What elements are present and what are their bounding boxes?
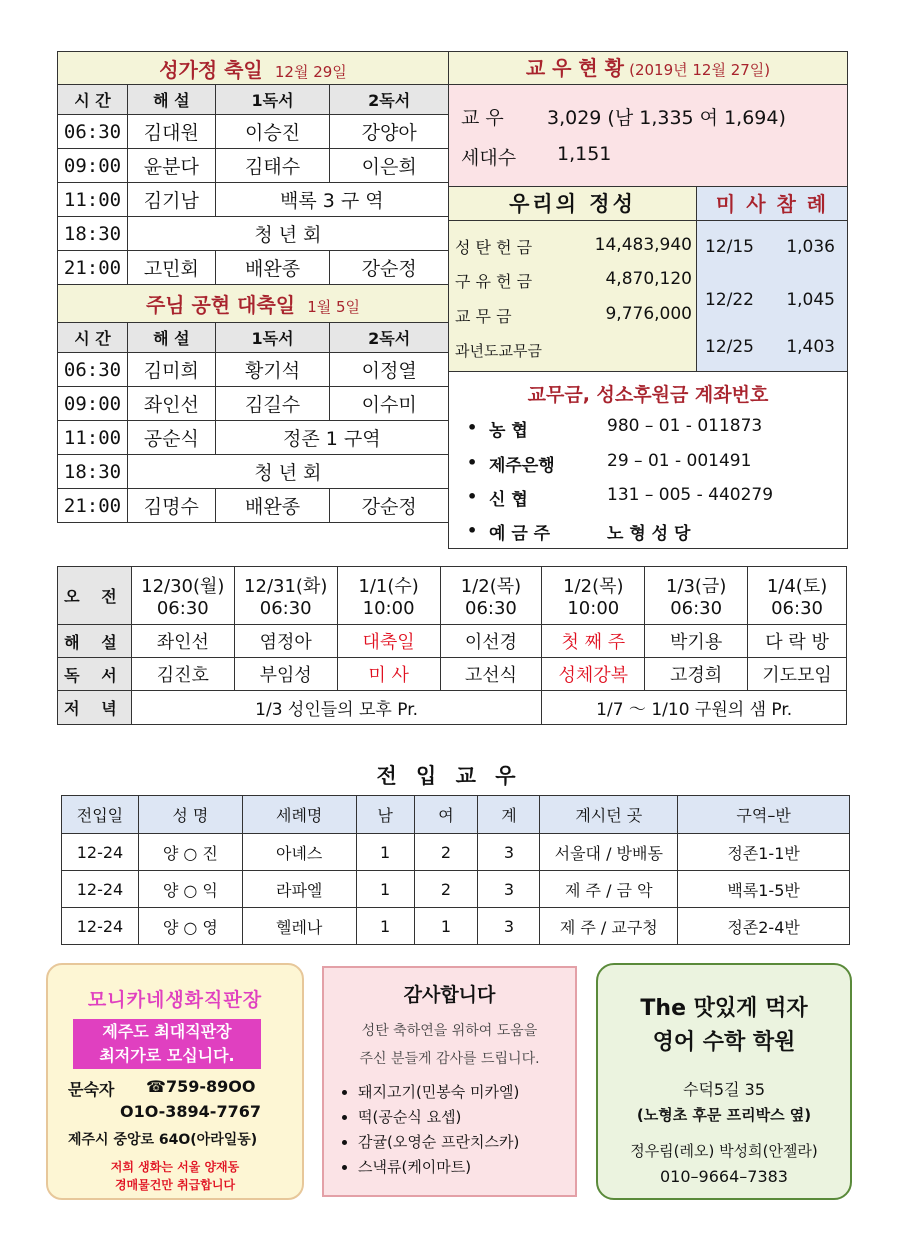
cell: 2 (414, 871, 478, 908)
col-header-time: 시 간 (58, 85, 128, 115)
cell: 정존2-4반 (678, 908, 850, 945)
commentary-cell: 김기남 (127, 183, 215, 217)
reading2-cell: 이정열 (330, 353, 449, 387)
weekday-mass-table (57, 566, 847, 725)
col-header: 계시던 곳 (540, 796, 678, 834)
cell: 3 (478, 871, 540, 908)
commentary-label: 해 설 (58, 625, 132, 658)
reading1-cell: 배완종 (215, 489, 330, 523)
attendance-count: 1,045 (786, 290, 835, 310)
attendance-date: 12/25 (705, 337, 754, 357)
commentary-cell: 좌인선 (131, 625, 234, 658)
table-row (58, 387, 449, 421)
attendance-date: 12/15 (705, 237, 754, 257)
col-header: 계 (478, 796, 540, 834)
attendance-panel (697, 186, 847, 371)
reading-cell: 고경희 (645, 658, 748, 691)
cell: 서울대 / 방배동 (540, 834, 678, 871)
offering-label: 교 무 금 (455, 307, 512, 326)
cell: 12-24 (62, 834, 139, 871)
attendance-count: 1,403 (786, 337, 835, 357)
thanks-title: 감사합니다 (403, 984, 496, 1006)
table-row (62, 871, 850, 908)
cell: 정존1-1반 (678, 834, 850, 871)
col-header-commentary: 해 설 (127, 323, 215, 353)
transfer-title: 전 입 교 우 (376, 764, 522, 788)
commentary-cell: 김미희 (127, 353, 215, 387)
thanks-box (322, 966, 577, 1197)
academy-location: (노형초 후문 프리박스 옆) (636, 1106, 812, 1124)
day-header (440, 567, 542, 625)
epiphany-date: 1월 5일 (307, 298, 361, 316)
day-date: 1/4(토) (766, 576, 828, 597)
day-header (337, 567, 440, 625)
cell: 1 (356, 871, 414, 908)
day-time: 06:30 (259, 598, 312, 619)
members-label: 교 우 (461, 107, 504, 129)
academy-address: 수덕5길 35 (683, 1080, 765, 1099)
col-header-reading2: 2독서 (330, 85, 449, 115)
day-date: 1/1(수) (358, 576, 419, 597)
bullet: • (467, 487, 478, 506)
table-row (62, 908, 850, 945)
reading1-cell: 이승진 (215, 115, 330, 149)
day-date: 1/3(금) (665, 576, 727, 597)
cell: 제 주 / 교구청 (540, 908, 678, 945)
commentary-cell: 좌인선 (127, 387, 215, 421)
offering-label: 과년도교무금 (455, 342, 542, 360)
account-holder-label: 예 금 주 (489, 524, 551, 544)
academy-ad (596, 963, 852, 1200)
list-item: • 돼지고기(민봉숙 미카엘) (358, 1080, 519, 1105)
reading-cell: 부임성 (234, 658, 337, 691)
shop-note: 경매물건만 취급합니다 (114, 1178, 236, 1192)
district-cell: 백록 3 구 역 (215, 183, 448, 217)
commentary-cell: 김대원 (127, 115, 215, 149)
offering-value: 4,870,120 (605, 269, 692, 289)
table-row (58, 115, 449, 149)
account-number: 29 – 01 - 001491 (607, 451, 752, 471)
transfer-table (61, 795, 850, 945)
day-date: 1/2(목) (563, 576, 624, 597)
evening-event: 1/7 ～ 1/10 구원의 샘 Pr. (542, 691, 847, 725)
cell: 양 ○ 영 (138, 908, 242, 945)
parish-status-title: 교 우 현 황 (525, 56, 624, 80)
day-time: 06:30 (771, 598, 823, 619)
account-number: 980 – 01 - 011873 (607, 416, 763, 436)
cell: 3 (478, 834, 540, 871)
academy-subtitle: 영어 수학 학원 (652, 1030, 796, 1055)
list-item: • 떡(공순식 요셉) (358, 1105, 519, 1130)
thanks-line: 성탄 축하연을 위하여 도움을 (361, 1023, 538, 1039)
cell: 1 (356, 908, 414, 945)
table-row (58, 353, 449, 387)
holy-family-title: 성가정 축일 (159, 57, 263, 82)
col-header-reading1: 1독서 (215, 323, 330, 353)
cell: 아녜스 (242, 834, 356, 871)
reading1-cell: 배완종 (215, 251, 330, 285)
offerings-title: 우리의 정성 (449, 187, 696, 221)
bank-name: 농 협 (489, 421, 528, 441)
shop-note: 저희 생화는 서울 양재동 (110, 1160, 240, 1174)
thanks-line: 주신 분들게 감사를 드립니다. (359, 1051, 540, 1067)
cell: 헬레나 (242, 908, 356, 945)
cell: 2 (414, 834, 478, 871)
col-header: 성 명 (138, 796, 242, 834)
commentary-cell: 윤분다 (127, 149, 215, 183)
holy-family-title-cell (58, 52, 449, 85)
bank-name: 신 협 (489, 490, 528, 510)
parish-status-header (449, 52, 847, 85)
academy-title: The 맛있게 먹자 (640, 996, 808, 1021)
list-item: • 감귤(오영순 프란치스카) (358, 1130, 519, 1155)
time-cell: 18:30 (58, 217, 128, 251)
bullet: • (467, 418, 478, 437)
reading-cell: 김진호 (131, 658, 234, 691)
sunday-mass-schedule (57, 51, 449, 523)
day-header (234, 567, 337, 625)
day-header (748, 567, 847, 625)
col-header: 구역–반 (678, 796, 850, 834)
upper-room-cell: 다 락 방 (748, 625, 847, 658)
col-header-time: 시 간 (58, 323, 128, 353)
commentary-cell: 고민회 (127, 251, 215, 285)
slogan-line: 제주도 최대직판장 (102, 1022, 232, 1041)
table-row (58, 149, 449, 183)
phone-number: 759-89OO (166, 1077, 256, 1096)
offering-label: 성 탄 헌 금 (455, 238, 533, 257)
list-item: • 스낵류(케이마트) (358, 1155, 519, 1180)
cell: 1 (356, 834, 414, 871)
commentary-cell: 김명수 (127, 489, 215, 523)
academy-contact: 정우림(레오) 박성희(안젤라) (630, 1142, 818, 1160)
day-time: 06:30 (156, 598, 209, 619)
first-week-cell: 첫 째 주 (542, 625, 645, 658)
time-cell: 09:00 (58, 387, 128, 421)
slogan-line: 최저가로 모십니다. (99, 1046, 235, 1065)
bullet: • (467, 521, 478, 540)
accounts-title: 교무금, 성소후원금 계좌번호 (527, 384, 769, 406)
morning-label: 오 전 (58, 567, 132, 625)
time-cell: 06:30 (58, 115, 128, 149)
reading2-cell: 이수미 (330, 387, 449, 421)
epiphany-title-cell (58, 285, 449, 323)
owner-name: 문숙자 (68, 1080, 115, 1099)
reading1-cell: 김길수 (215, 387, 330, 421)
reading2-cell: 강순정 (330, 489, 449, 523)
day-date: 1/2(목) (460, 576, 522, 597)
benediction-cell: 성체강복 (542, 658, 645, 691)
offerings-panel (449, 186, 697, 371)
reading1-cell: 황기석 (215, 353, 330, 387)
cell: 12-24 (62, 871, 139, 908)
reading2-cell: 강양아 (330, 115, 449, 149)
col-header-reading1: 1독서 (215, 85, 330, 115)
cell: 백록1-5반 (678, 871, 850, 908)
donation-list (358, 1080, 519, 1180)
col-header: 전입일 (62, 796, 139, 834)
households-value: 1,151 (557, 143, 612, 165)
reading-label: 독 서 (58, 658, 132, 691)
offering-label: 구 유 헌 금 (455, 272, 533, 291)
commentary-cell: 공순식 (127, 421, 215, 455)
day-date: 12/30(월) (141, 576, 225, 597)
day-time: 10:00 (362, 598, 415, 619)
flower-shop-slogan (73, 1019, 261, 1069)
day-header (131, 567, 234, 625)
parish-status-date: (2019년 12월 27일) (629, 61, 771, 79)
reading2-cell: 강순정 (330, 251, 449, 285)
reading-cell: 고선식 (440, 658, 542, 691)
solemnity-cell: 대축일 (337, 625, 440, 658)
phone-icon: ☎ (146, 1077, 166, 1096)
parish-status-body (449, 85, 847, 186)
info-panel (448, 51, 848, 549)
bullet: • (467, 453, 478, 472)
table-row (58, 455, 449, 489)
attendance-title: 미 사 참 례 (697, 187, 847, 221)
day-time: 06:30 (670, 598, 723, 619)
commentary-cell: 염정아 (234, 625, 337, 658)
reading2-cell: 이은희 (330, 149, 449, 183)
day-time: 06:30 (465, 598, 517, 619)
time-cell: 06:30 (58, 353, 128, 387)
day-time: 10:00 (567, 598, 620, 619)
evening-label: 저 녁 (58, 691, 132, 725)
shop-address: 제주시 중앙로 64O(아라일동) (68, 1132, 258, 1148)
account-number: 131 – 005 - 440279 (607, 485, 774, 505)
cell: 양 ○ 진 (138, 834, 242, 871)
time-cell: 21:00 (58, 489, 128, 523)
attendance-date: 12/22 (705, 290, 754, 310)
account-holder: 노 형 성 당 (607, 524, 691, 544)
col-header: 여 (414, 796, 478, 834)
reading1-cell: 김태수 (215, 149, 330, 183)
time-cell: 21:00 (58, 251, 128, 285)
col-header-reading2: 2독서 (330, 323, 449, 353)
cell: 12-24 (62, 908, 139, 945)
commentary-cell: 박기용 (645, 625, 748, 658)
holy-family-date: 12월 29일 (274, 62, 347, 81)
time-cell: 11:00 (58, 421, 128, 455)
flower-shop-ad (46, 963, 304, 1200)
table-row (58, 217, 449, 251)
mass-cell: 미 사 (337, 658, 440, 691)
col-header: 남 (356, 796, 414, 834)
table-row (58, 183, 449, 217)
offering-value: 14,483,940 (594, 235, 692, 255)
mobile-number: O1O-3894-7767 (120, 1102, 261, 1121)
table-row (62, 834, 850, 871)
col-header-commentary: 해 설 (127, 85, 215, 115)
day-date: 12/31(화) (244, 576, 328, 597)
table-row (58, 251, 449, 285)
day-header (645, 567, 748, 625)
youth-cell: 청 년 회 (127, 455, 448, 489)
members-value: 3,029 (남 1,335 여 1,694) (547, 107, 786, 129)
households-label: 세대수 (461, 147, 517, 169)
evening-event: 1/3 성인들의 모후 Pr. (131, 691, 542, 725)
cell: 3 (478, 908, 540, 945)
table-row (58, 421, 449, 455)
time-cell: 18:30 (58, 455, 128, 489)
bank-name: 제주은행 (489, 456, 555, 476)
cell: 양 ○ 익 (138, 871, 242, 908)
commentary-cell: 이선경 (440, 625, 542, 658)
cell: 1 (414, 908, 478, 945)
col-header: 세례명 (242, 796, 356, 834)
table-row (58, 489, 449, 523)
time-cell: 09:00 (58, 149, 128, 183)
youth-cell: 청 년 회 (127, 217, 448, 251)
prayer-cell: 기도모임 (748, 658, 847, 691)
academy-phone: 010–9664–7383 (660, 1167, 788, 1186)
time-cell: 11:00 (58, 183, 128, 217)
district-cell: 정존 1 구역 (215, 421, 448, 455)
cell: 라파엘 (242, 871, 356, 908)
offering-value: 9,776,000 (605, 304, 692, 324)
cell: 제 주 / 금 악 (540, 871, 678, 908)
flower-shop-title: 모니카네생화직판장 (87, 989, 263, 1011)
attendance-count: 1,036 (786, 237, 835, 257)
epiphany-title: 주님 공현 대축일 (145, 293, 296, 317)
day-header (542, 567, 645, 625)
accounts-panel (449, 371, 847, 548)
